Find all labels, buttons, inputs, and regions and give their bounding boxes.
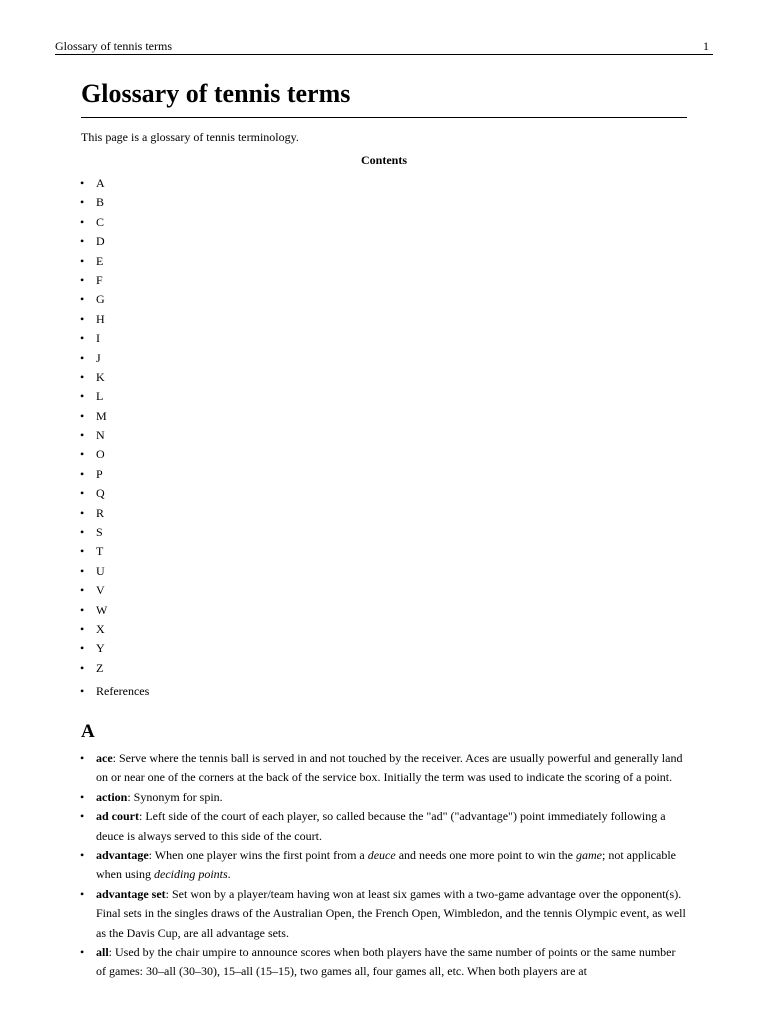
toc-item-p[interactable]: • P: [80, 465, 149, 484]
term-action[interactable]: action: [96, 789, 128, 804]
toc-item-w[interactable]: • W: [80, 601, 149, 620]
page-number: 1: [703, 39, 709, 53]
term-ace[interactable]: ace: [96, 751, 113, 765]
toc-item-t[interactable]: • T: [80, 542, 149, 561]
toc-item-o[interactable]: • O: [80, 445, 149, 464]
toc-item-z[interactable]: • Z: [80, 659, 149, 678]
toc-item-u[interactable]: • U: [80, 562, 149, 581]
toc-item-m[interactable]: • M: [80, 407, 149, 426]
toc-item-d[interactable]: • D: [80, 232, 149, 251]
toc-item-v[interactable]: • V: [80, 581, 149, 600]
definition-advantage-part-4: .: [227, 867, 231, 882]
toc-item-b[interactable]: • B: [80, 193, 149, 212]
toc-item-f[interactable]: • F: [80, 271, 149, 290]
term-advantage-set[interactable]: advantage set: [96, 886, 166, 901]
toc-item-s[interactable]: • S: [80, 523, 149, 542]
link-game[interactable]: game: [576, 848, 603, 863]
toc-item-x[interactable]: • X: [80, 620, 149, 639]
term-advantage[interactable]: advantage: [96, 848, 149, 863]
toc-item-references[interactable]: • References: [80, 682, 149, 701]
definition-ace: : Serve where the tennis ball is served in and not touched by the receiver. Aces are usually powerful and generally land on or near one of the corners at the back of the service box. Initially the term was used to indicate the scoring of a point.: [96, 751, 683, 785]
toc-item-j[interactable]: • J: [80, 349, 149, 368]
toc-item-n[interactable]: • N: [80, 426, 149, 445]
toc-item-y[interactable]: • Y: [80, 639, 149, 658]
definition-action: : Synonym for spin.: [127, 789, 223, 804]
link-deciding-points[interactable]: deciding points: [154, 867, 228, 882]
toc-item-i[interactable]: • I: [80, 329, 149, 348]
glossary-entry-advantage: [80, 846, 688, 885]
running-title: Glossary of tennis terms: [55, 39, 172, 53]
definition-ad-court: : Left side of the court of each player, so called because the "ad" ("advantage") point immediately following a deuce is always served to this side of the court.: [96, 809, 666, 843]
glossary-entry-action: [80, 788, 688, 807]
intro-text: This page is a glossary of tennis terminology.: [81, 130, 299, 144]
definition-advantage-part-3: ; not applicable when using: [96, 848, 676, 882]
section-heading-a: A: [81, 721, 95, 742]
term-ad-court[interactable]: ad court: [96, 809, 139, 824]
term-all[interactable]: all: [96, 945, 109, 960]
toc-item-g[interactable]: • G: [80, 290, 149, 309]
toc-item-h[interactable]: • H: [80, 310, 149, 329]
toc-item-e[interactable]: • E: [80, 252, 149, 271]
toc-item-l[interactable]: • L: [80, 387, 149, 406]
link-deuce[interactable]: deuce: [367, 848, 396, 863]
toc-item-a[interactable]: • A: [80, 174, 149, 193]
contents-heading: Contents: [360, 153, 407, 167]
glossary-list-a: [80, 749, 688, 982]
toc-item-r[interactable]: • R: [80, 504, 149, 523]
glossary-entry-ace: [80, 749, 688, 788]
running-header: [55, 38, 713, 55]
page-title: Glossary of tennis terms: [81, 77, 687, 118]
definition-advantage-part-1: : When one player wins the first point from a: [148, 848, 368, 863]
toc-item-k[interactable]: • K: [80, 368, 149, 387]
definition-advantage-part-2: and needs one more point to win the: [395, 848, 577, 863]
toc-item-q[interactable]: • Q: [80, 484, 149, 503]
definition-advantage-set: : Set won by a player/team having won at least six games with a two-game advantage over the opponent(s). Final sets in the singles draws of the Australian Open, the French Open, Wimbledon, and the tennis Olympic event, as well as the Davis Cup, are all advantage sets.: [96, 886, 686, 940]
table-of-contents: [80, 174, 149, 702]
glossary-entry-advantage-set: [80, 885, 688, 943]
glossary-entry-ad-court: [80, 807, 688, 846]
definition-all: : Used by the chair umpire to announce scores when both players have the same number of points or the same number of games: 30–all (30–30), 15–all (15–15), two games all, four games all, etc. When both players are at: [96, 945, 676, 979]
glossary-entry-all: [80, 943, 688, 982]
toc-item-c[interactable]: • C: [80, 213, 149, 232]
